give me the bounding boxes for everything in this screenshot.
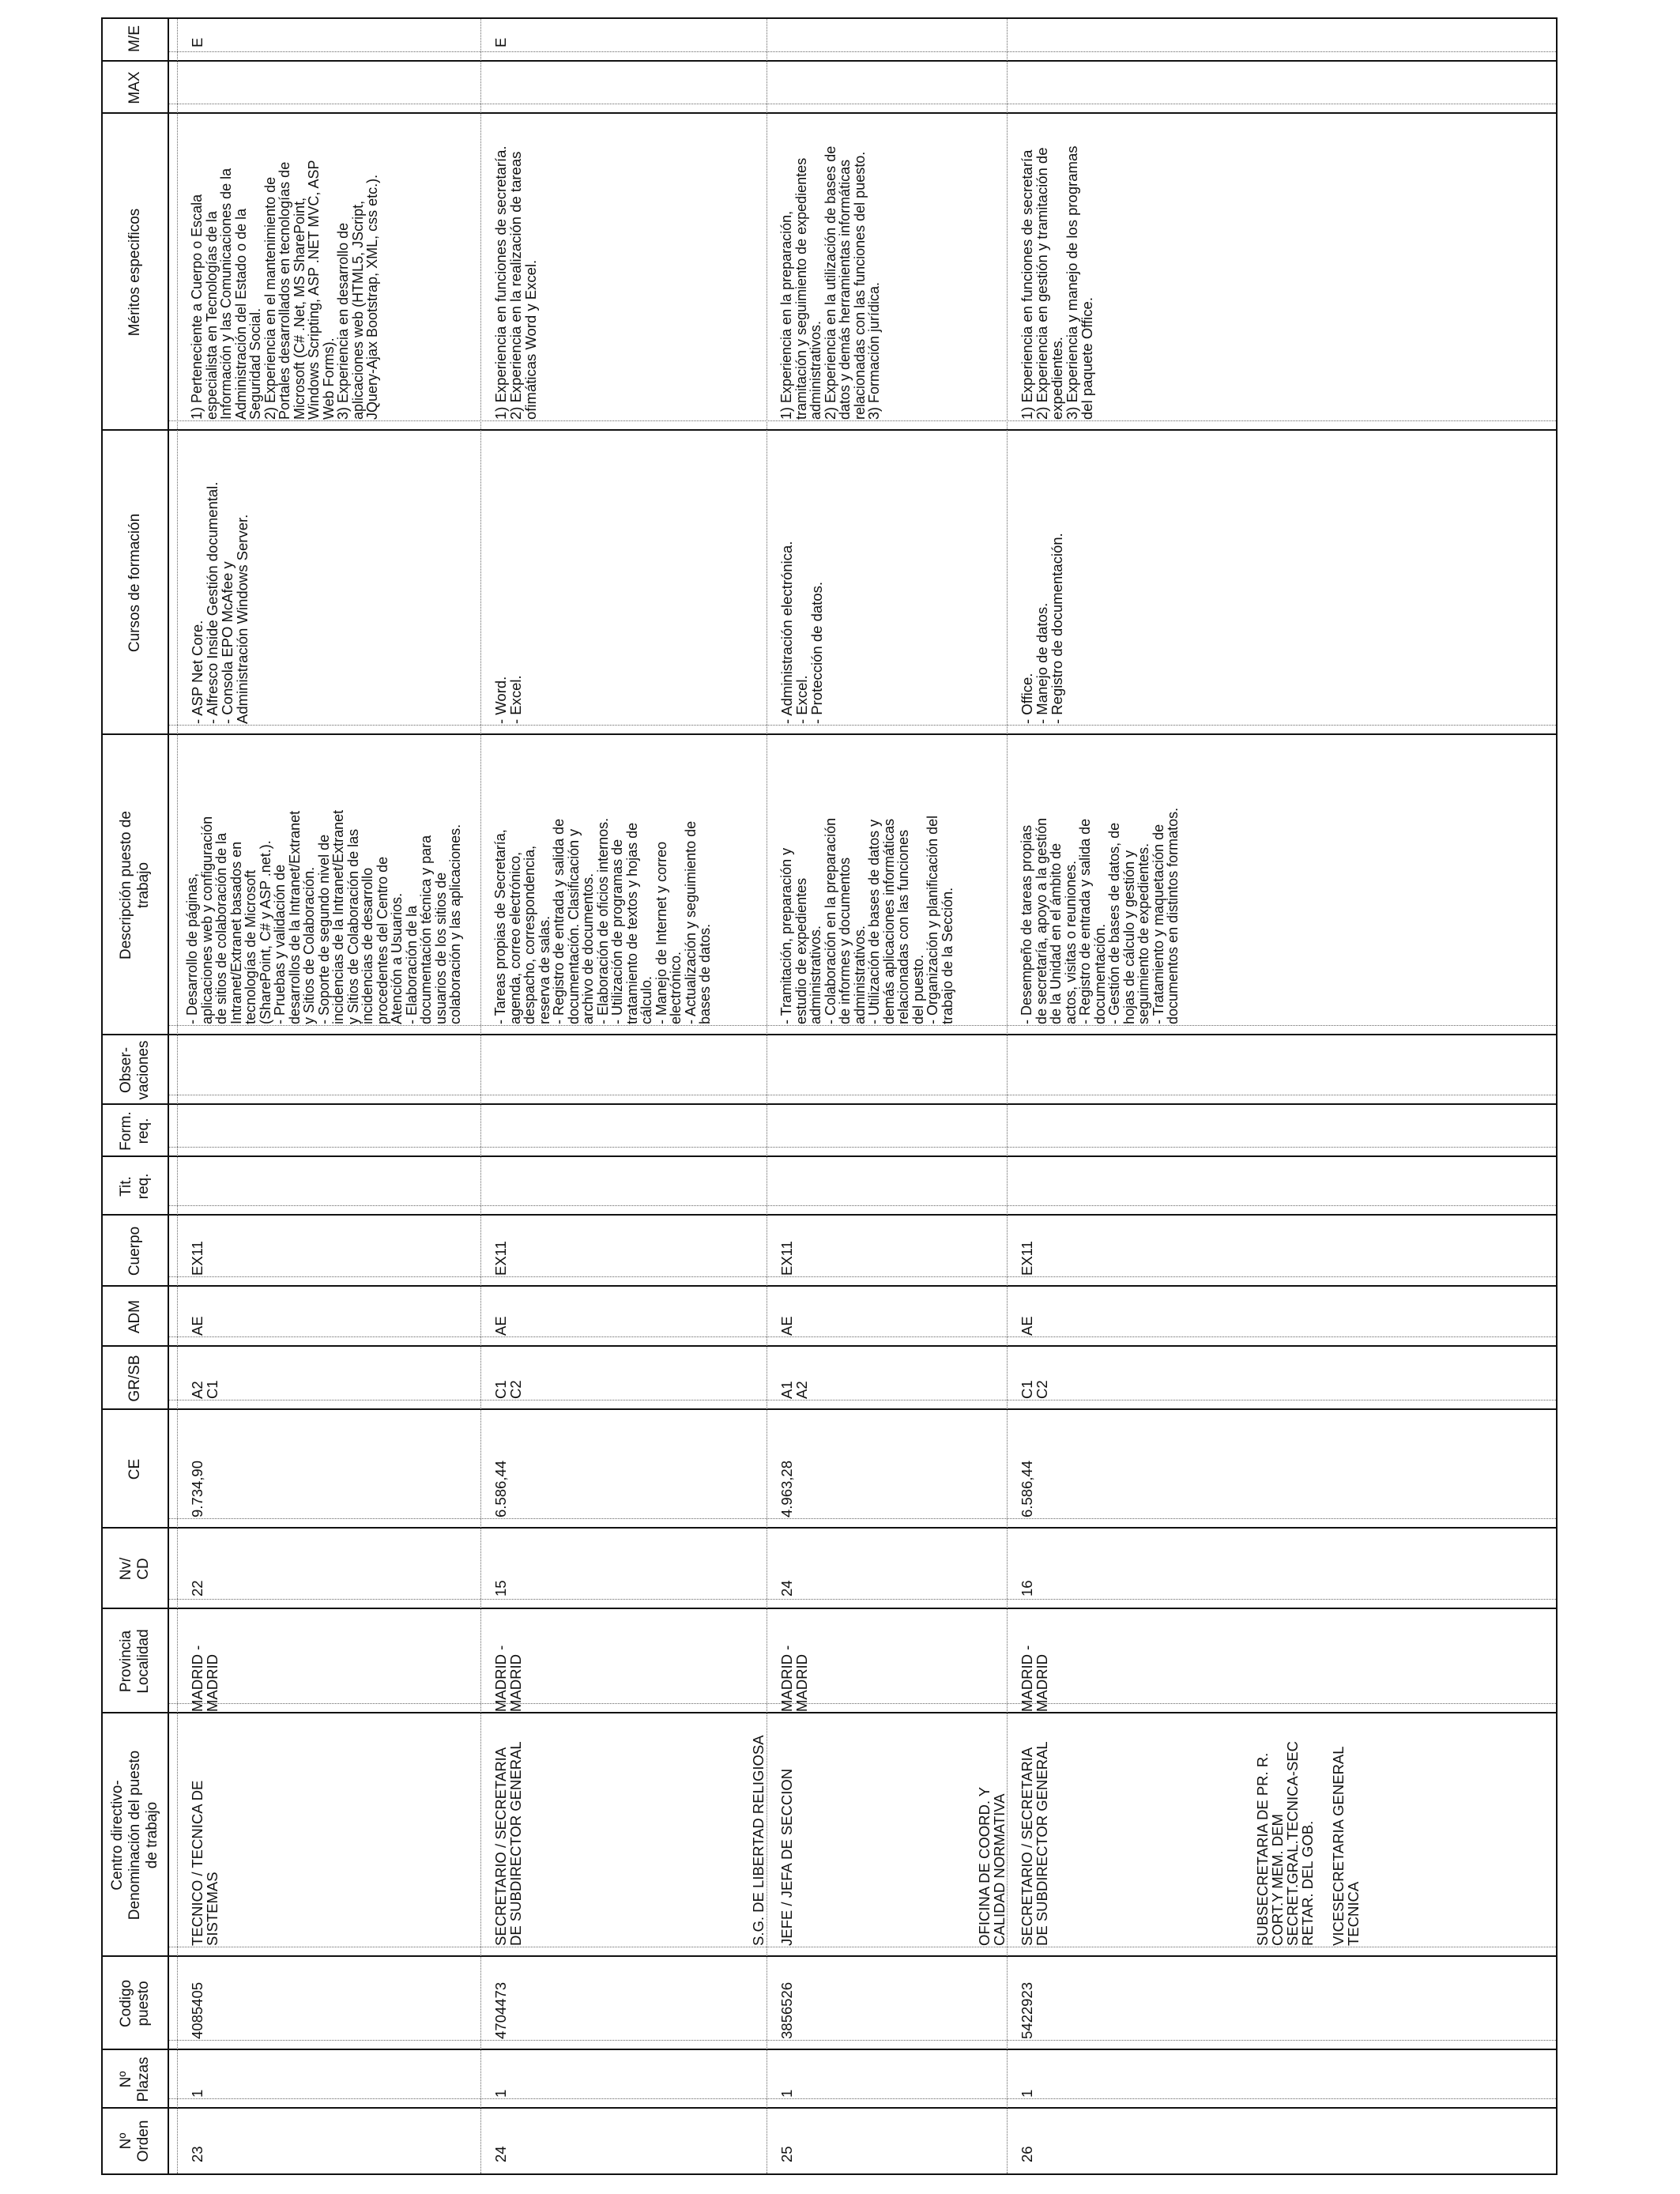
header-meritos: Méritos especificos (126, 208, 144, 337)
cell-codigo: 3856526 (778, 1981, 795, 2039)
cell-cursos: - Office. - Manejo de datos. - Registro de documentación. (1019, 533, 1065, 724)
cell-centro-unit: S.G. DE LIBERTAD RELIGIOSA (750, 1735, 767, 1946)
header-centro: Centro directivo- Denominación del puesto de trabajo (109, 1750, 160, 1921)
header-titulacion: Tit. req. (118, 1173, 152, 1200)
cell-orden: 26 (1019, 2146, 1035, 2162)
cell-descripcion: - Tareas propias de Secretaría, agenda, correo electrónico, despacho, correspondencia, reserva de salas. - Registro de entrada y salida de documentación. Clasificación y archivo de documentos. - Elaboración de oficios internos. - Utilización de programas de tratamiento de textos y hojas de cálculo. - Manejo de Internet y correo electrónico. - Actualización y seguimiento de bases de datos. (492, 817, 713, 1024)
cell-cursos: - Administración electrónica. - Excel. - Protección de datos. (778, 541, 825, 724)
header-adm: ADM (126, 1299, 144, 1334)
cell-cuerpo: EX11 (189, 1241, 205, 1276)
header-codigo: Codigo puesto (118, 1979, 152, 2028)
cell-centro: JEFE / JEFA DE SECCION (778, 1768, 795, 1946)
cell-provincia: MADRID - MADRID (492, 1645, 524, 1712)
header-ce: CE (126, 1458, 144, 1480)
table-header (103, 19, 169, 2173)
cell-ce: 9.734,90 (189, 1460, 205, 1517)
header-provincia: Provincia Localidad (118, 1629, 152, 1694)
header-orden: Nº Orden (118, 2120, 152, 2162)
cell-meritos: 1) Experiencia en funciones de secretaría. 2) Experiencia en la realización de tareas ofimáticas Word y Excel. (492, 145, 539, 420)
cell-centro-unit: OFICINA DE COORD. Y CALIDAD NORMATIVA (976, 1786, 1008, 1946)
cell-cuerpo: EX11 (778, 1241, 795, 1276)
trailing-vicesecretaria: VICESECRETARIA GENERAL TECNICA (1330, 1746, 1362, 1946)
cell-cuerpo: EX11 (492, 1241, 509, 1276)
job-positions-table (101, 17, 1558, 2175)
cell-descripcion: - Desempeño de tareas propias de secretaría, apoyo a la gestión de la Unidad en el ámbito de actos, visitas o reuniones. - Registro de entrada y salida de documentación. - Gestión de bases de datos, de hojas de cálculo y gestión y seguimiento de expedientes. - Tratamiento y maquetación de documentos en distintos formatos. (1019, 807, 1181, 1024)
cell-plazas: 1 (492, 2089, 509, 2098)
header-descripcion: Descripción puesto de trabajo (118, 811, 152, 959)
cell-nivel: 16 (1019, 1580, 1035, 1596)
cell-codigo: 5422923 (1019, 1981, 1035, 2039)
cell-codigo: 4704473 (492, 1981, 509, 2039)
cell-cuerpo: EX11 (1019, 1241, 1035, 1276)
cell-meritos: 1) Experiencia en funciones de secretaría 2) Experiencia en gestión y tramitación de expedientes. 3) Experiencia y manejo de los programas del paquete Office. (1019, 145, 1095, 420)
cell-grupo: C1 C2 (492, 1380, 524, 1399)
cell-centro: TECNICO / TECNICA DE SISTEMAS (189, 1780, 220, 1946)
cell-orden: 25 (778, 2146, 795, 2162)
header-formacion: Form. req. (118, 1111, 152, 1151)
trailing-secret-gral: SECRET.GRAL.TECNICA-SEC RETAR. DEL GOB. (1284, 1740, 1316, 1946)
cell-codigo: 4085405 (189, 1981, 205, 2039)
cell-adm: AE (778, 1316, 795, 1336)
cell-descripcion: - Tramitación, preparación y estudio de expedientes administrativos. - Colaboración en la preparación de informes y documentos administrativos. - Utilización de bases de datos y demás aplicaciones informáticas relacionadas con las funciones del puesto. - Organización y planificación del trabajo de la Sección. (778, 815, 955, 1024)
header-nivel: Nv/ CD (118, 1557, 152, 1581)
cell-orden: 24 (492, 2146, 509, 2162)
cell-orden: 23 (189, 2146, 205, 2162)
cell-grupo: A1 A2 (778, 1381, 810, 1399)
header-max: MAX (126, 71, 144, 104)
cell-plazas: 1 (778, 2089, 795, 2098)
cell-cursos: - Word. - Excel. (492, 675, 524, 724)
header-grupo: GR/SB (126, 1355, 144, 1402)
trailing-subsecretaria: SUBSECRETARIA DE PR. R. CORT.Y MEM. DEM (1254, 1752, 1286, 1946)
cell-adm: AE (492, 1316, 509, 1336)
cell-plazas: 1 (189, 2089, 205, 2098)
header-plazas: Nº Plazas (118, 2056, 152, 2102)
cell-nivel: 15 (492, 1580, 509, 1596)
cell-cursos: - ASP Net Core. - Alfresco Inside Gestión documental. - Consola EPO McAfee y Administración Windows Server. (189, 481, 250, 724)
cell-meritos: 1) Experiencia en la preparación, tramitación y seguimiento de expedientes administrativos. 2) Experiencia en la utilización de bases de datos y demás herramientas informáticas relacionadas con las funciones del puesto. 3) Formación jurídica. (778, 145, 882, 420)
cell-me: E (492, 37, 509, 47)
cell-grupo: A2 C1 (189, 1380, 220, 1399)
cell-descripcion: - Desarrollo de páginas, aplicaciones web y configuración de sitios de colaboración de la Intranet/Extranet basados en tecnologías de Microsoft (SharePoint, C# y ASP .net.). - Pruebas y validación de desarrollos de la Intranet/Extranet y Sitios de Colaboración. - Soporte de segundo nivel de incidencias de la Intranet/Extranet y Sitios de Colaboración de las incidencias de desarrollo procedentes del Centro de Atención a Usuarios. - Elaboración de la documentación técnica y para usuarios de los sitios de colaboración y las aplicaciones. (184, 809, 463, 1024)
header-me: M/E (126, 25, 144, 52)
cell-provincia: MADRID - MADRID (189, 1645, 220, 1712)
cell-nivel: 22 (189, 1580, 205, 1596)
cell-grupo: C1 C2 (1019, 1380, 1050, 1399)
cell-plazas: 1 (1019, 2089, 1035, 2098)
cell-centro: SECRETARIO / SECRETARIA DE SUBDIRECTOR GENERAL (492, 1741, 524, 1946)
header-cuerpo: Cuerpo (126, 1226, 144, 1276)
cell-meritos: 1) Perteneciente a Cuerpo o Escala especialista en Tecnologías de la Información y las Comunicaciones de la Administración del Estado o de la Seguridad Social. 2) Experiencia en el mantenimiento de Portales desarrollados en tecnologías de Microsoft (C# .Net, MS SharePoint, Windows Scripting, ASP .NET MVC, ASP Web Forms). 3) Experiencia en desarrollo de aplicaciones web (HTML5, JScript, JQuery-Ajax Bootstrap, XML, css etc.). (189, 160, 380, 420)
cell-adm: AE (1019, 1316, 1035, 1336)
cell-ce: 6.586,44 (1019, 1460, 1035, 1517)
cell-adm: AE (189, 1316, 205, 1336)
cell-centro: SECRETARIO / SECRETARIA DE SUBDIRECTOR GENERAL (1019, 1741, 1050, 1946)
cell-ce: 6.586,44 (492, 1460, 509, 1517)
header-observaciones: Obser- vaciones (118, 1040, 152, 1100)
cell-ce: 4.963,28 (778, 1460, 795, 1517)
cell-provincia: MADRID - MADRID (778, 1645, 810, 1712)
header-cursos: Cursos de formación (126, 513, 144, 653)
cell-nivel: 24 (778, 1580, 795, 1596)
cell-provincia: MADRID - MADRID (1019, 1645, 1050, 1712)
cell-me: E (189, 37, 205, 47)
